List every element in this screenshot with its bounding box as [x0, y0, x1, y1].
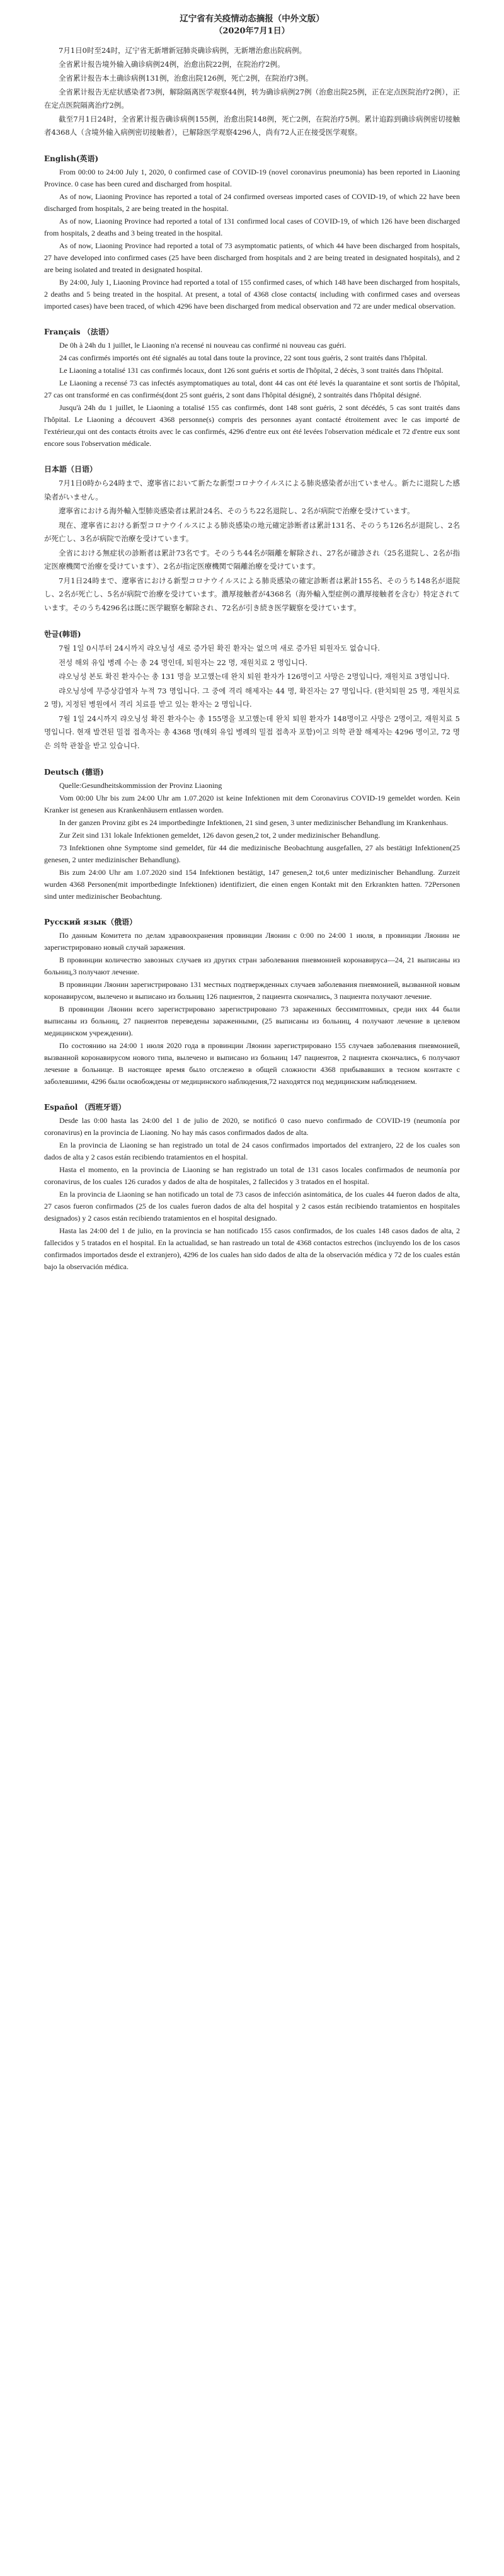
paragraph: 遼寧省における海外輸入型肺炎感染者は累計24名、そのうち22名退院し、2名が病院で治療を受けています。 [59, 506, 415, 515]
paragraph: En la provincia de Liaoning se han notificado un total de 73 casos de infección asintomática, de los cuales 44 fueron dados de alta, 27 casos fueron confirmados (25 de los cuales fueron dados de alta del hospital y 2 casos están recibiendo tratamientos en hospitales designados) y 2 casos están recibiendo tratamientos en el hospital designado. [44, 1190, 460, 1222]
paragraph: As of now, Liaoning Province had reported a total of 73 asymptomatic patients, of which 44 have been discharged from hospitals, 27 have developed into confirmed cases (25 have been discharged from hospitals and 2 are being treated in designated hospitals), and 2 are being isolated and treated in designated hospital. [44, 241, 460, 274]
paragraph: In der ganzen Provinz gibt es 24 importbedingte Infektionen, 21 sind gesen, 3 unter medizinischer Behandlung im Krankenhaus. [59, 818, 449, 827]
paragraph: Desde las 0:00 hasta las 24:00 del 1 de julio de 2020, se notificó 0 caso nuevo confirmado de COVID-19 (neumonía por coronavirus) en la provincia de Liaoning. No hay más casos confirmados dados de alta. [44, 1116, 460, 1137]
paragraph: 랴오닝성 본토 확진 환자수는 총 131 명을 보고했는데 완치 퇴원 환자가 126명이고 사망은 2명입니다, 재원치료 3명입니다. [59, 672, 450, 681]
paragraph: 全省累计报告无症状感染者73例，解除隔离医学观察44例，转为确诊病例27例（治愈出院25例，正在定点医院治疗2例），正在定点医院隔离治疗2例。 [44, 88, 460, 110]
paragraph: В провинции Ляонин зарегистрировано 131 местных подтвержденных случаев заболевания пневмонией, вызванной новым коронавирусом, вылечено и выписано из больниц 126 пациентов, 2 пациента скончались, 3 пациента получают лечение. [44, 980, 460, 1001]
paragraph: 73 Infektionen ohne Symptome sind gemeldet, für 44 die medizinische Beobachtung ausgefallen, 27 als bestätigt Infektionen(25 genesen, 2 unter medizinischer Behandlung). [44, 843, 460, 864]
section-german [44, 767, 460, 903]
paragraph: Vom 00:00 Uhr bis zum 24:00 Uhr am 1.07.2020 ist keine Infektionen mit dem Coronavirus COVID-19 gemeldet worden. Kein Kranker ist genesen aus Krankenhäusern entlassen worden. [44, 794, 460, 814]
paragraph: From 00:00 to 24:00 July 1, 2020, 0 confirmed case of COVID-19 (novel coronavirus pneumonia) has been reported in Liaoning Province. 0 case has been cured and discharged from hospital. [44, 168, 460, 188]
paragraph: В провинции Ляонин всего зарегистрировано зарегистрировано 73 зараженных бессимптомных, среди них 44 были выписаны из больниц, 27 пациентов переведены зараженными, (25 выписаны из больниц, 4 получают лечение в целевом медицинском учреждении). [44, 1005, 460, 1037]
paragraph: As of now, Liaoning Province had reported a total of 131 confirmed local cases of COVID-19, of which 126 have been discharged from hospitals, 2 deaths and 3 being treated in the hospital. [44, 217, 460, 237]
paragraph: En la provincia de Liaoning se han registrado un total de 24 casos confirmados importados del extranjero, 22 de los cuales son dados de alta y 2 casos están recibiendo tratamientos en el hospital. [44, 1141, 460, 1161]
bulletin-page [44, 0, 460, 1273]
paragraph: По данным Комитета по делам здравоохранения провинции Ляонин с 0:00 по 24:00 1 июля, в провинции Ляонин не зарегистрировано новый случай заражения. [44, 931, 460, 952]
paragraph: Bis zum 24:00 Uhr am 1.07.2020 sind 154 Infektionen bestätigt, 147 genesen,2 tot,6 unter medizinischer Behandlung. Zurzeit wurden 4368 Personen(mit importbedingte Infektionen) identifiziert, die einen engen Kontakt mit den Erkrankten hatten. 72Personen sind unter medizinischer Beobachtung. [44, 868, 460, 901]
section-heading: 한글(韩语) [44, 630, 81, 639]
paragraph: De 0h à 24h du 1 juillet, le Liaoning n'a recensé ni nouveau cas confirmé ni nouveau cas guéri. [59, 341, 346, 350]
paragraph: 7月1日0時から24時まで、遼寧省において新たな新型コロナウイルスによる肺炎感染者が出ていません。新たに退院した感染者がいません。 [44, 479, 460, 501]
paragraph: 7월 1일 24시까지 랴오닝성 확진 환자수는 총 155명을 보고했는데 완치 퇴원 환자가 148명이고 사망은 2명이고, 재원치료 5명입니다. 현재 발견된 밀접 접촉자는 총 4368 명(해외 유입 병례의 밀접 접촉자 포함)이고 의학 관찰 해제자는 4296 명이고, 72 명은 의학 관찰을 받고 있습니다. [44, 714, 460, 750]
paragraph: Le Liaoning a totalisé 131 cas confirmés locaux, dont 126 sont guéris et sortis de l'hôpital, 2 décès, 3 sont traités dans l'hôpital. [59, 366, 444, 375]
section-japanese [44, 464, 460, 615]
section-english [44, 153, 460, 312]
section-korean [44, 629, 460, 753]
paragraph: Quelle:Gesundheitskommission der Provinz Liaoning [59, 781, 222, 790]
paragraph: By 24:00, July 1, Liaoning Province had reported a total of 155 confirmed cases, of which 148 have been discharged from hospitals, 2 deaths and 5 being treated in the hospital. At present, a total of 4368 close contacts( including with confirmed cases and overseas imported cases) have been traced, of which 4296 have been discharged from medical observation and 72 are under medical observation. [44, 278, 460, 311]
paragraph: 24 cas confirmés importés ont été signalés au total dans toute la province, 22 sont tous guéris, 2 sont traités dans l'hôpital. [59, 353, 428, 362]
paragraph: 截至7月1日24时，全省累计报告确诊病例155例，治愈出院148例，死亡2例，在院治疗5例。累计追踪到确诊病例密切接触者4368人（含境外输入病例密切接触者），已解除医学观察4296人，尚有72人正在接受医学观察。 [44, 115, 460, 137]
section-chinese [44, 44, 460, 139]
paragraph: 現在、遼寧省における新型コロナウイルスによる肺炎感染の地元確定診断者は累計131名、そのうち126名が退院し、2名が死亡し、3名が病院で治療を受けています。 [44, 520, 460, 543]
page-date: （2020年7月1日） [214, 26, 290, 36]
paragraph: 全省累计报告境外输入确诊病例24例，治愈出院22例，在院治疗2例。 [59, 60, 285, 69]
paragraph: Le Liaoning a recensé 73 cas infectés asymptomatiques au total, dont 44 cas ont été levés la quarantaine et sont sortis de l'hôpital, 27 cas ont transformé en cas confirmés(dont 25 sont guéris, 2 sont dans l'hôpital désigné), 2 sontraités dans l'hôpital désigné. [44, 379, 460, 399]
section-heading: Deutsch (德语) [44, 768, 104, 777]
paragraph: Hasta el momento, en la provincia de Liaoning se han registrado un total de 131 casos locales confirmados de neumonía por coronavirus, de los cuales 126 curados y dados de alta de hospitales, 2 fallecidos y 3 tratados en el hospital. [44, 1165, 460, 1186]
section-french [44, 326, 460, 450]
paragraph: По состоянию на 24:00 1 июля 2020 года в провинции Ляонин зарегистрировано 155 случаев заболевания пневмонией, вызванной коронавирусом нового типа, вылечено и выписано из больниц 147 пациентов, 2 пациента скончались, 6 получают лечение в больнице. В настоящее время было отслежено в общей сложности 4368 прибывавших в тесном контакте с заболевшими, 4296 были освобождены от медицинского наблюдения,72 находятся под медицинским наблюдением. [44, 1041, 460, 1086]
paragraph: 全省における無症状の診断者は累計73名です。そのうち44名が隔離を解除され、27名が確診され（25名退院し、2名が指定医療機関で治療を受けています）、2名が指定医療機関で隔離治療を受けています。 [44, 548, 460, 571]
section-heading: English(英语) [44, 154, 99, 163]
paragraph: Zur Zeit sind 131 lokale Infektionen gemeldet, 126 davon gesen,2 tot, 2 under medizinischer Behandlung. [59, 831, 381, 840]
section-heading: Русский язык（俄语） [44, 918, 137, 926]
section-russian [44, 916, 460, 1088]
section-spanish [44, 1102, 460, 1273]
paragraph: As of now, Liaoning Province has reported a total of 24 confirmed overseas imported cases of COVID-19, of which 22 have been discharged from hospitals, 2 are being treated in the hospital. [44, 192, 460, 213]
section-heading: Français （法语） [44, 328, 113, 336]
paragraph: 7月1日0时至24时，辽宁省无新增新冠肺炎确诊病例，无新增治愈出院病例。 [59, 46, 307, 55]
paragraph: 전성 해외 유입 병례 수는 총 24 명인데, 퇴원자는 22 명, 재원치료 2 명입니다. [59, 658, 308, 667]
paragraph: Hasta las 24:00 del 1 de julio, en la provincia se han notificado 155 casos confirmados, de los cuales 148 casos dados de alta, 2 fallecidos y 5 tratados en el hospital. En la actualidad, se han rastreado un total de 4368 contactos estrechos (incluyendo los de los casos confirmados importados desde el extranjero), 4296 de los cuales han sido dados de alta de la observación médica y 72 de los cuales están bajo la observación médica. [44, 1226, 460, 1271]
paragraph: 랴오닝성에 무증상감염자 누적 73 명입니다. 그 중에 격리 해제자는 44 명, 확진자는 27 명입니다. (완치퇴원 25 명, 재원치료 2 명), 지정된 병원에서 격리 치료를 받고 있는 환자는 2 명입니다. [44, 686, 460, 709]
paragraph: Jusqu'à 24h du 1 juillet, le Liaoning a totalisé 155 cas confirmés, dont 148 sont guéris, 2 sont décédés, 5 cas sont traités dans l'hôpital. Le Liaoning a découvert 4368 personne(s) compris des personnes ayant contacté étroitement avec le cas importé de l'extérieur,qui ont des contacts étroits avec le cas confirmés, 4296 d'entre eux ont été levées l'observation médicale et 72 d'entre eux sont encore sous l'observation médicale. [44, 403, 460, 448]
paragraph: В провинции количество завозных случаев из других стран заболевания пневмонией коронавируса—24, 21 выписаны из больниц,3 получают лечение. [44, 955, 460, 976]
section-heading: Español （西班牙语） [44, 1103, 126, 1112]
paragraph: 7월 1일 0시부터 24시까지 랴오닝성 새로 증가된 확진 환자는 없으며 새로 증가된 퇴원자도 없습니다. [59, 644, 380, 653]
paragraph: 全省累计报告本土确诊病例131例，治愈出院126例，死亡2例，在院治疗3例。 [59, 74, 313, 83]
section-heading: 日本語（日语） [44, 465, 98, 474]
paragraph: 7月1日24時まで、遼寧省における新型コロナウイルスによる肺炎感染の確定診断者は累計155名、そのうち148名が退院し、2名が死亡し、5名が病院で治療を受けています。濃厚接触者が4368名（海外輸入型症例の濃厚接触者を含む）特定されています。そのうち4296名は既に医学観察を解除され、72名が引き続き医学観察を受けています。 [44, 576, 460, 612]
page-title: 辽宁省有关疫情动态摘报（中外文版） [180, 14, 324, 24]
